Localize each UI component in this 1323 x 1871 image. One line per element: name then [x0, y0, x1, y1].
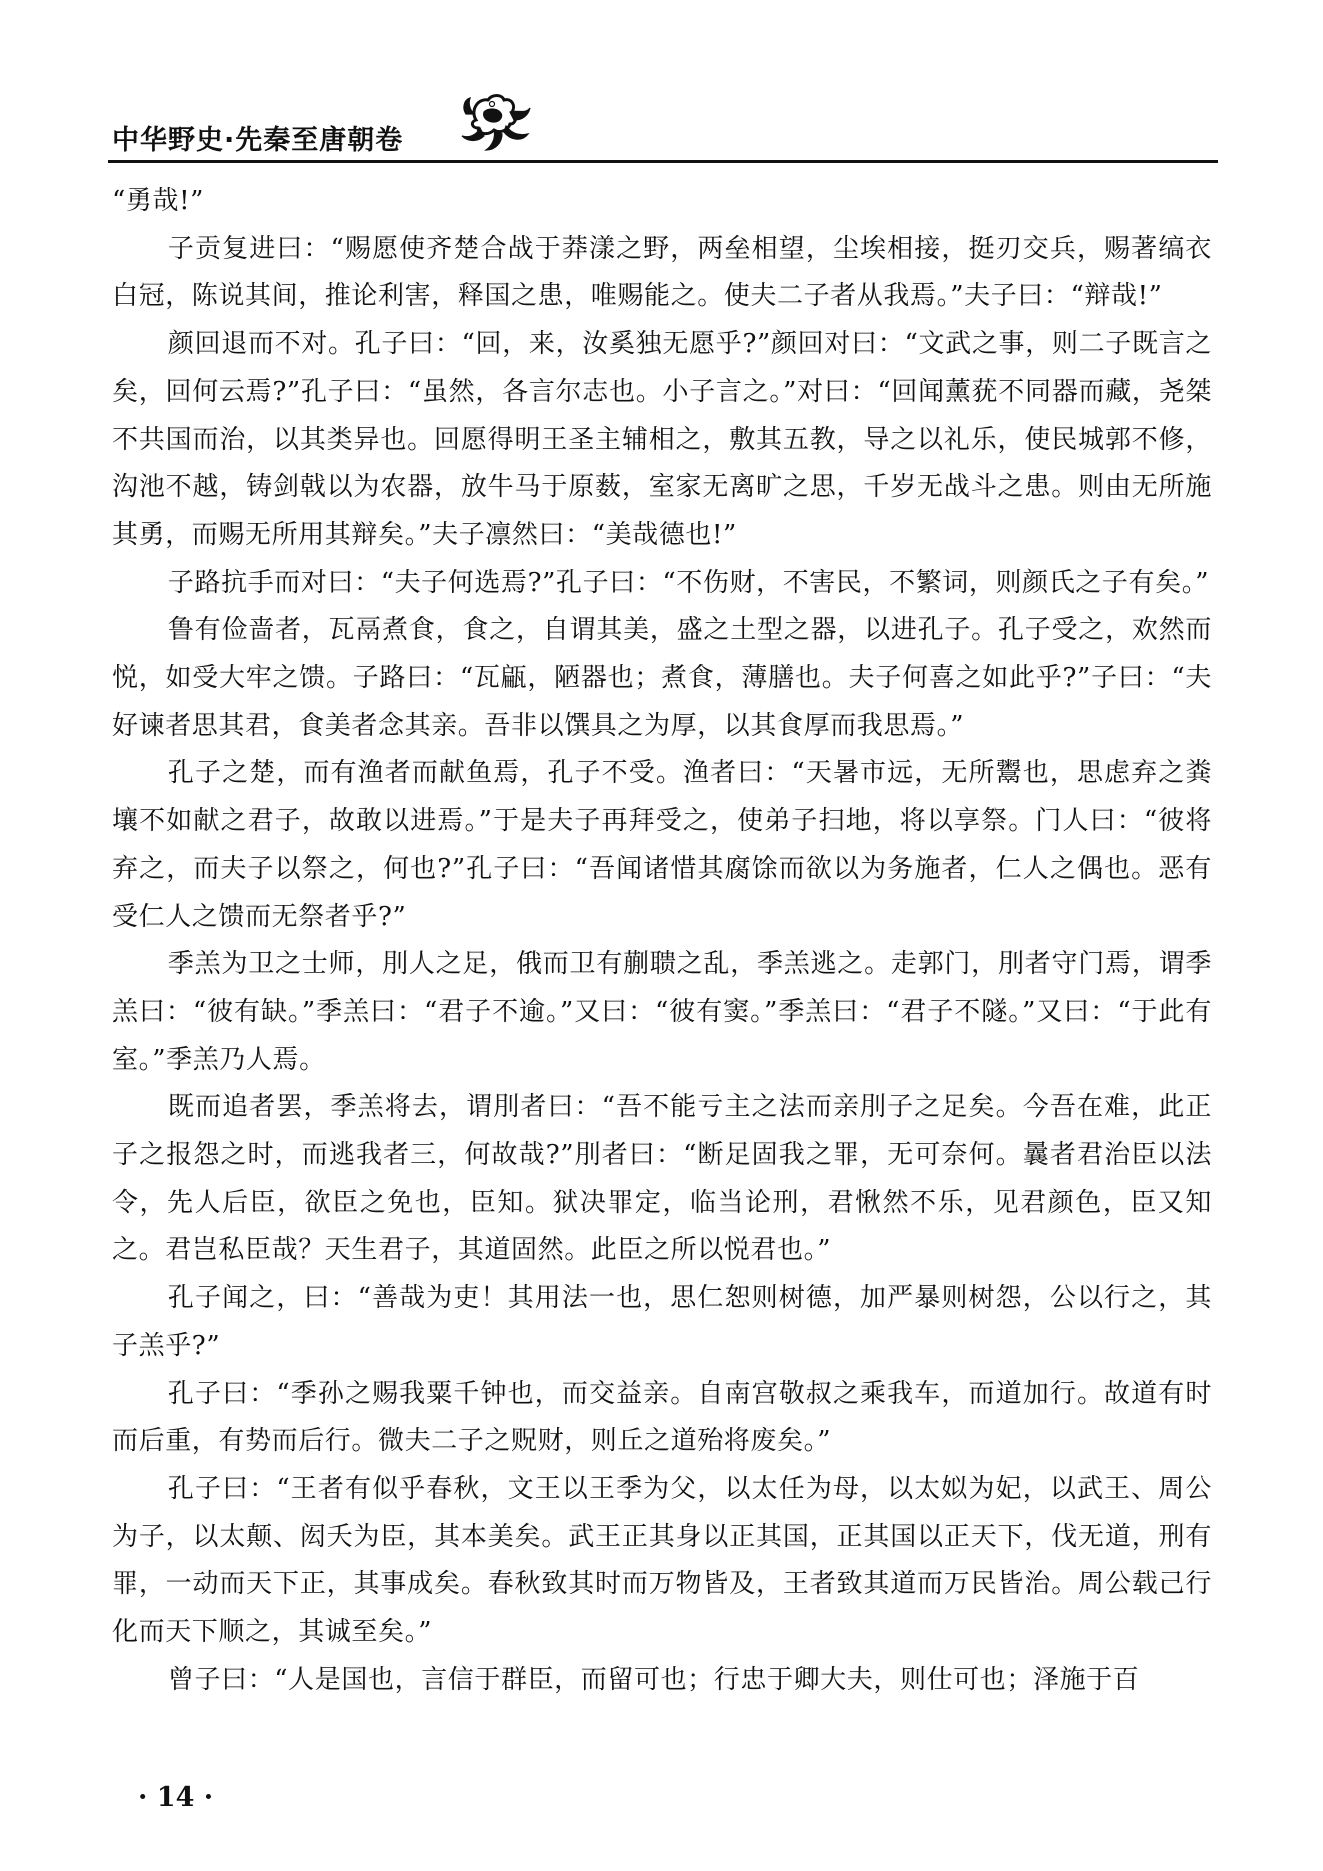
- paragraph: 孔子曰：“王者有似乎春秋，文王以王季为父，以太任为母，以太姒为妃，以武王、周公为子，以太颠、闳夭为臣，其本美矣。武王正其身以正其国，正其国以正天下，伐无道，刑有罪，一动而天下正，其事成矣。春秋致其时而万物皆及，王者致其道而万民皆治。周公载己行化而天下顺之，其诚至矣。”: [112, 1473, 1212, 1648]
- paragraph: 既而追者罢，季羔将去，谓刖者曰：“吾不能亏主之法而亲刖子之足矣。今吾在难，此正子之报怨之时，而逃我者三，何故哉?”刖者曰：“断足固我之罪，无可奈何。曩者君治臣以法令，先人后臣，欲臣之免也，臣知。狱决罪定，临当论刑，君愀然不乐，见君颜色，臣又知之。君岂私臣哉？天生君子，其道固然。此臣之所以悦君也。”: [112, 1092, 1212, 1266]
- paragraph: 曾子曰：“人是国也，言信于群臣，而留可也；行忠于卿大夫，则仕可也；泽施于百: [167, 1664, 1140, 1695]
- paragraph: 孔子闻之，曰：“善哉为吏！其用法一也，思仁恕则树德，加严暴则树怨，公以行之，其子羔乎?”: [112, 1283, 1212, 1361]
- running-head-title: 中华野史·先秦至唐朝卷: [112, 125, 404, 156]
- body-text: [112, 178, 1212, 1705]
- paragraph: “勇哉!”: [112, 186, 205, 216]
- page-number: · 14 ·: [138, 1782, 214, 1813]
- paragraph: 子路抗手而对曰：“夫子何选焉?”孔子曰：“不伤财，不害民，不繁词，则颜氏之子有矣。”: [167, 567, 1210, 598]
- paragraph: 季羔为卫之士师，刖人之足，俄而卫有蒯聩之乱，季羔逃之。走郭门，刖者守门焉，谓季羔曰：“彼有缺。”季羔曰：“君子不逾。”又曰：“彼有窦。”季羔曰：“君子不隧。”又曰：“于此有室。”季羔乃人焉。: [112, 949, 1212, 1075]
- paragraph: 子贡复进曰：“赐愿使齐楚合战于莽漾之野，两垒相望，尘埃相接，挺刃交兵，赐著缟衣白冠，陈说其间，推论利害，释国之患，唯赐能之。使夫二子者从我焉。”夫子曰：“辩哉!”: [112, 233, 1212, 312]
- paragraph: 鲁有俭啬者，瓦鬲煮食，食之，自谓其美，盛之土型之器，以进孔子。孔子受之，欢然而悦，如受大牢之馈。子路曰：“瓦甂，陋器也；煮食，薄膳也。夫子何喜之如此乎?”子曰：“夫好谏者思其君，食美者念其亲。吾非以馔具之为厚，以其食厚而我思焉。”: [112, 615, 1212, 741]
- header-rule: [108, 160, 1218, 163]
- dragon-emblem-icon: [456, 90, 536, 156]
- paragraph: 颜回退而不对。孔子曰：“回，来，汝奚独无愿乎?”颜回对曰：“文武之事，则二子既言之矣，回何云焉?”孔子曰：“虽然，各言尔志也。小子言之。”对曰：“回闻薰莸不同器而藏，尧桀不共国而治，以其类异也。回愿得明王圣主辅相之，敷其五教，导之以礼乐，使民城郭不修，沟池不越，铸剑戟以为农器，放牛马于原薮，室家无离旷之思，千岁无战斗之患。则由无所施其勇，而赐无所用其辩矣。”夫子凛然曰：“美哉德也!”: [112, 329, 1212, 550]
- page-header: [108, 88, 1218, 168]
- paragraph: 孔子之楚，而有渔者而献鱼焉，孔子不受。渔者曰：“天暑市远，无所鬻也，思虑弃之粪壤不如献之君子，故敢以进焉。”于是夫子再拜受之，使弟子扫地，将以享祭。门人曰：“彼将弃之，而夫子以祭之，何也?”孔子曰：“吾闻诸惜其腐馀而欲以为务施者，仁人之偶也。恶有受仁人之馈而无祭者乎?”: [112, 758, 1212, 932]
- paragraph: 孔子曰：“季孙之赐我粟千钟也，而交益亲。自南宫敬叔之乘我车，而道加行。故道有时而后重，有势而后行。微夫二子之贶财，则丘之道殆将废矣。”: [112, 1378, 1212, 1457]
